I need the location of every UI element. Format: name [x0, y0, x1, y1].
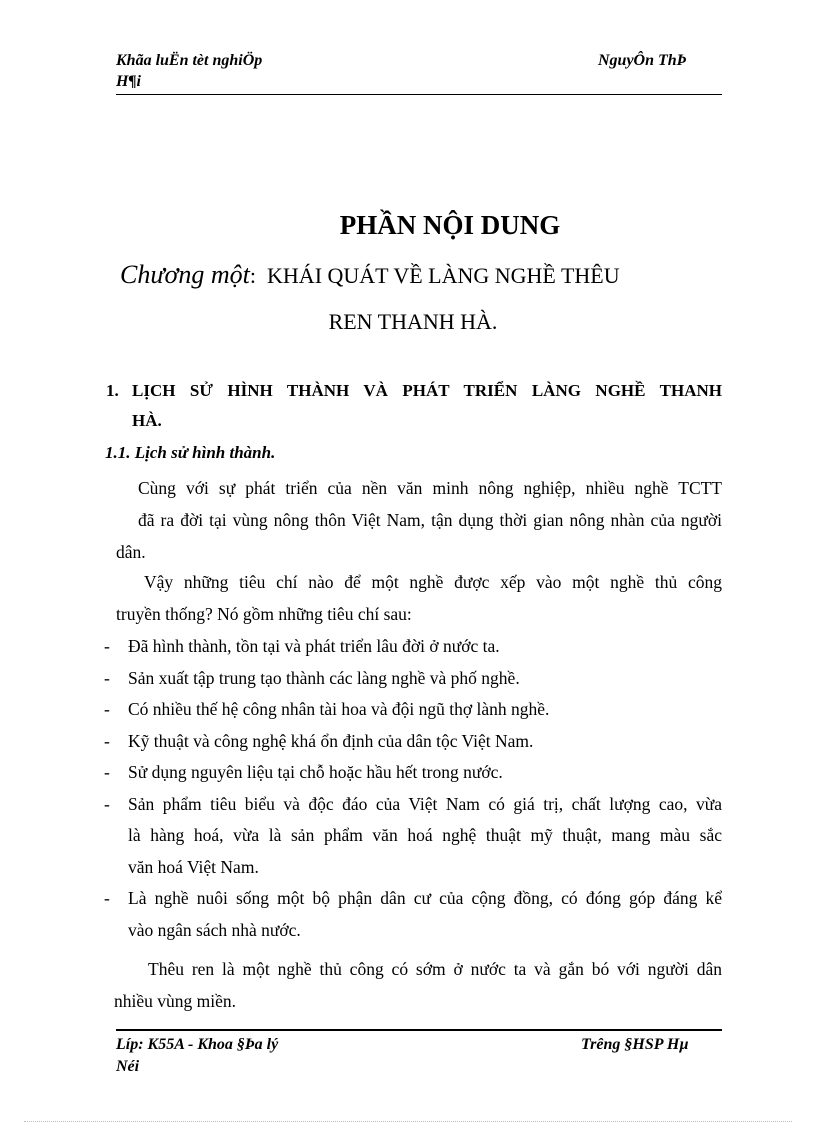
list-item — [104, 757, 722, 789]
list-item-text-line2: vào ngân sách nhà nước. — [128, 919, 301, 940]
list-item — [104, 726, 722, 758]
chapter-title-line1: KHÁI QUÁT VỀ LÀNG NGHỀ THÊU — [267, 263, 620, 288]
list-dash: - — [104, 793, 110, 814]
list-item-text: Có nhiều thế hệ công nhân tài hoa và đội ngũ thợ lành nghề. — [128, 699, 550, 719]
footer-left-line2: Néi — [116, 1058, 140, 1075]
paragraph-3-line2: nhiều vùng miền. — [114, 991, 236, 1011]
section-title-line2: HÀ. — [132, 411, 162, 430]
list-item — [104, 631, 722, 663]
header-left — [116, 50, 436, 92]
criteria-list — [104, 631, 722, 946]
list-dash: - — [104, 667, 110, 688]
section-number: 1. — [106, 381, 119, 400]
paragraph-2-line2: truyền thống? Nó gồm những tiêu chí sau: — [116, 604, 412, 624]
chapter-label: Chương một — [120, 260, 250, 289]
list-dash: - — [104, 636, 110, 656]
paragraph-1-line2: đã ra đời tại vùng nông thôn Việt Nam, tận dụng thời gian nông nhàn của người — [138, 510, 722, 530]
paragraph-1-line1: Cùng với sự phát triển của nền văn minh nông nghiệp, nhiều nghề TCTT — [138, 478, 722, 498]
list-item — [104, 789, 722, 884]
list-item-text: Kỹ thuật và công nghệ khá ổn định của dân tộc Việt Nam. — [128, 730, 534, 751]
chapter-colon: : — [249, 263, 257, 288]
list-item-text: Sản xuất tập trung tạo thành các làng nghề và phố nghề. — [128, 667, 520, 688]
chapter-heading-line1 — [120, 260, 620, 291]
footer-left — [116, 1034, 436, 1078]
header-left-line2: H¶i — [116, 73, 141, 90]
list-item-text-line2: là hàng hoá, vừa là sản phẩm văn hoá nghệ thuật mỹ thuật, mang màu sắc — [128, 825, 722, 845]
section-title-line1: LỊCH SỬ HÌNH THÀNH VÀ PHÁT TRIỂN LÀNG NGHỀ THANH — [132, 381, 722, 400]
list-item-text-line3: văn hoá Việt Nam. — [128, 856, 259, 877]
list-dash: - — [104, 762, 110, 782]
list-item-text-line1: Là nghề nuôi sống một bộ phận dân cư của cộng đồng, có đóng góp đáng kể — [128, 888, 722, 908]
list-item-text: Sử dụng nguyên liệu tại chỗ hoặc hầu hết trong nước. — [128, 762, 503, 782]
header-rule — [116, 94, 722, 95]
list-item-text: Đã hình thành, tồn tại và phát triển lâu đời ở nước ta. — [128, 636, 500, 656]
list-item-text-line1: Sản phẩm tiêu biểu và độc đáo của Việt Nam có giá trị, chất lượng cao, vừa — [128, 793, 722, 814]
footer-right: Trêng §HSP Hµ — [581, 1036, 689, 1053]
list-item — [104, 663, 722, 695]
list-item — [104, 694, 722, 726]
footer-left-line1: Líp: K55A - Khoa §Þa lý — [116, 1036, 279, 1053]
paragraph-1 — [116, 472, 722, 568]
footer-rule — [116, 1029, 722, 1031]
paragraph-3-line1: Thêu ren là một nghề thủ công có sớm ở nước ta và gắn bó với người dân — [148, 959, 722, 979]
paragraph-3 — [116, 953, 722, 1017]
page-bottom-dotted-edge — [24, 1121, 792, 1122]
list-dash: - — [104, 699, 110, 719]
paragraph-2-line1: Vậy những tiêu chí nào để một nghề được xếp vào một nghề thủ công — [144, 572, 722, 592]
paragraph-1-line3: dân. — [116, 542, 146, 562]
paragraph-2 — [116, 566, 722, 630]
list-dash: - — [104, 888, 110, 908]
header-left-line1: Khãa luËn tèt nghiÖp — [116, 52, 263, 69]
subsection-heading: 1.1. Lịch sử hình thành. — [105, 443, 276, 462]
chapter-title-line2: REN THANH HÀ. — [328, 309, 498, 334]
list-item — [104, 883, 722, 946]
list-dash: - — [104, 730, 110, 751]
part-title: PHẦN NỘI DUNG — [339, 210, 561, 240]
header-right: NguyÔn ThÞ — [598, 52, 687, 69]
